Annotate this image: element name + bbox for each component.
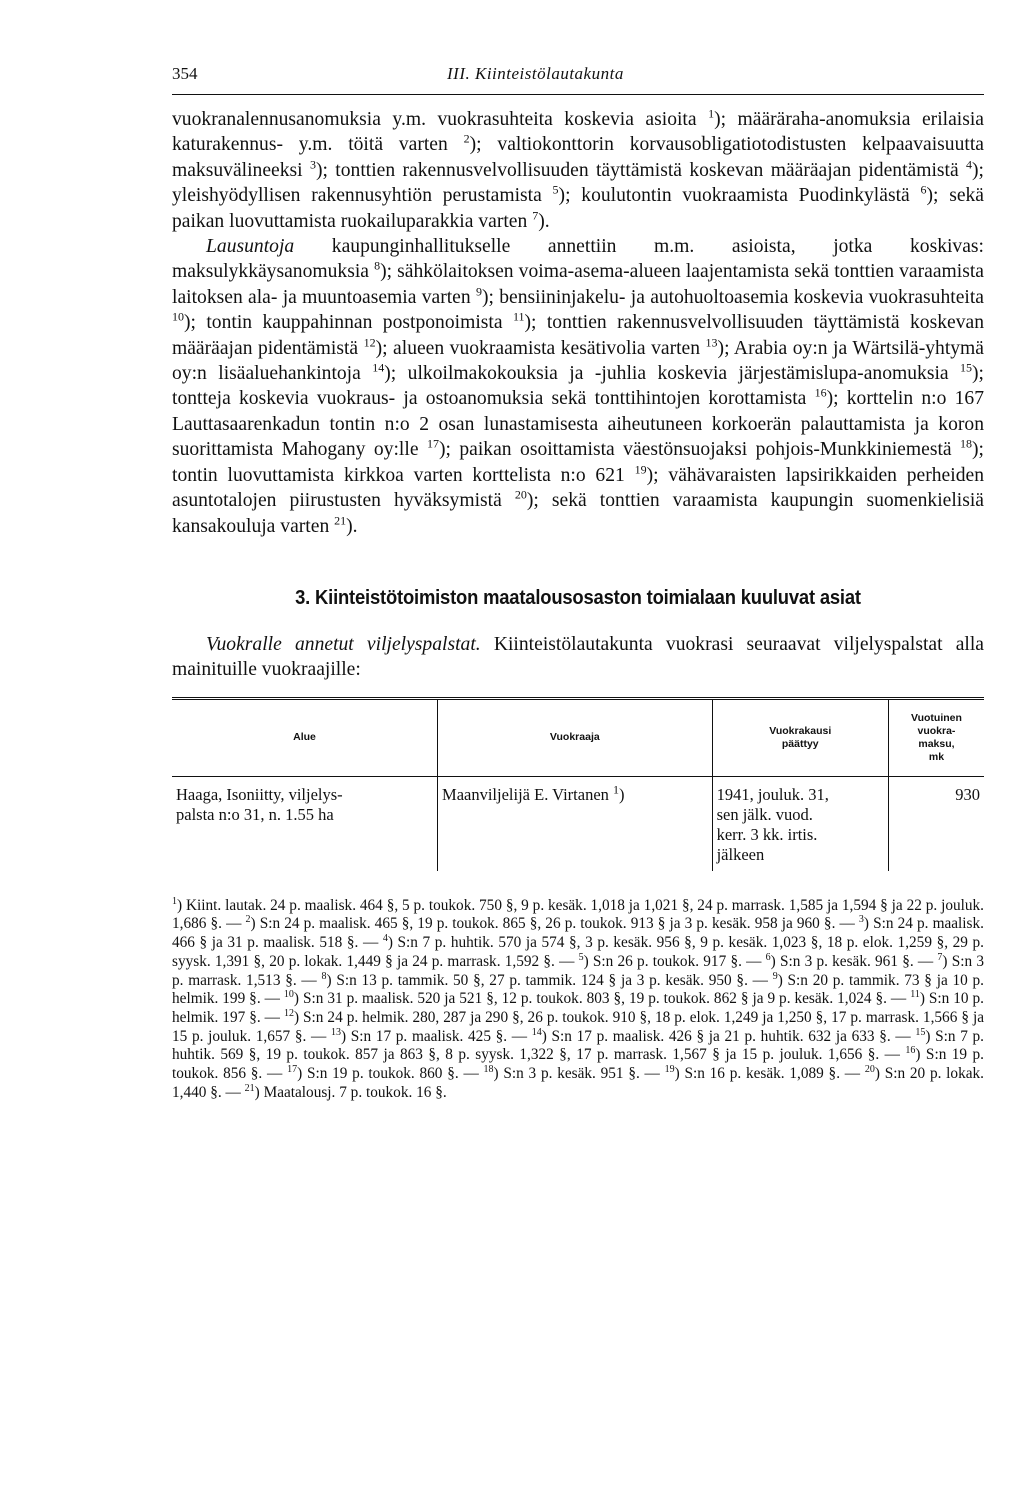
footnote-text: ) S:n 31 p. maalisk. 520 ja 521 §, 12 p. toukok. 803 §, 19 p. toukok. 862 § ja 9 p. kesäk. 1,024 §. — bbox=[293, 990, 911, 1008]
paragraph-statements-text: ); tontteja koskevia vuokraus- ja ostoanomuksia sekä tonttihintojen korottamista bbox=[172, 363, 984, 410]
footnote-text: ) S:n 20 p. lokak. 1,440 §. — bbox=[172, 1065, 984, 1101]
paragraph-plots bbox=[172, 632, 984, 683]
footnote-ref: 18 bbox=[960, 436, 973, 451]
footnote-text: ) Maatalousj. 7 p. toukok. 16 §. bbox=[254, 1083, 447, 1101]
paragraph-rentals-text: vuokranalennusanomuksia y.m. vuokrasuhteita koskevia asioita bbox=[172, 109, 709, 130]
paragraph-statements-text: ); ulkoilmakokouksia ja -juhlia koskevia järjestämislupa-anomuksia bbox=[384, 363, 961, 385]
footnote-number: 9 bbox=[772, 970, 778, 982]
paragraph-statements-text: ); alueen vuokraamista kesätivolia varten bbox=[375, 337, 706, 359]
footnote-text: ) S:n 24 p. maalisk. 465 §, 19 p. toukok. 865 §, 26 p. toukok. 913 § ja 3 p. kesäk. 958 ja 960 §. — bbox=[250, 915, 859, 933]
cell-text-line: jälkeen bbox=[716, 844, 765, 864]
footnote-ref: 15 bbox=[960, 360, 973, 375]
footnote-ref: 11 bbox=[512, 309, 525, 324]
header-label: Alue bbox=[293, 731, 316, 744]
footnote-number: 10 bbox=[283, 989, 294, 1001]
footnote-ref: 5 bbox=[552, 182, 559, 197]
footnote-ref: 10 bbox=[172, 309, 184, 324]
footnote-number: 16 bbox=[905, 1045, 916, 1057]
paragraph-statements-text: ); paikan osoittamista väestönsuojaksi pohjois-Munkkiniemestä bbox=[438, 439, 961, 461]
footnote-text: ) S:n 3 p. marrask. 1,513 §. — bbox=[172, 952, 984, 989]
cell-text-line: kerr. 3 kk. irtis. bbox=[716, 824, 818, 844]
footnote-text: ) S:n 13 p. tammik. 50 §, 27 p. tammik. 124 § ja 3 p. kesäk. 950 §. — bbox=[326, 971, 773, 989]
footnote-number: 7 bbox=[937, 951, 943, 963]
paragraph-statements-text: ); sähkölaitoksen voima-asema-alueen laajentamista sekä tonttien varaamista laitoksen ala- ja muuntoasemia varten bbox=[172, 261, 985, 308]
footnote-ref: 19 bbox=[634, 462, 647, 477]
cell-lessee: Maanviljelijä E. Virtanen $^1$) bbox=[438, 776, 713, 871]
lead-text bbox=[172, 632, 984, 683]
paragraph-rentals-text: ); valtiokonttorin korvausobligatiotodistusten kelpaavaisuutta maksuvälineeksi bbox=[172, 134, 984, 181]
cell-annual-rent: 930 bbox=[888, 776, 984, 871]
document-page bbox=[172, 60, 984, 1102]
footnote-text: ) S:n 16 p. kesäk. 1,089 §. — bbox=[674, 1065, 865, 1083]
footnote-number: 8 bbox=[321, 970, 327, 982]
footnote-ref: 8 bbox=[374, 258, 381, 273]
footnote-ref: 14 bbox=[372, 360, 385, 375]
footnote-number: 14 bbox=[531, 1026, 542, 1038]
header-label: mk bbox=[928, 750, 945, 763]
paragraph-plots-text: Kiinteistölautakunta vuokrasi seuraavat viljelyspalstat alla mainituille vuokraajille: bbox=[172, 633, 984, 681]
paragraph-statements-text: ). bbox=[346, 515, 358, 537]
footnote-number: 1 bbox=[172, 895, 177, 907]
footnote-number: 18 bbox=[483, 1063, 494, 1075]
cell-area bbox=[172, 776, 438, 871]
footnote-number: 2 bbox=[245, 914, 251, 926]
footnote-ref: 1 bbox=[708, 106, 715, 121]
column-header-term-ends bbox=[712, 698, 888, 776]
footnote-number: 12 bbox=[283, 1007, 294, 1019]
footnote-text: ) S:n 3 p. kesäk. 961 §. — bbox=[770, 952, 938, 970]
lessee-name: Maanviljelijä E. Virtanen bbox=[442, 784, 609, 804]
header-label: Vuokrakausi bbox=[769, 724, 832, 737]
footnote-ref: 16 bbox=[814, 385, 827, 400]
footnote-text: ) Kiint. lautak. 24 p. maalisk. 464 §, 5 p. toukok. 750 §, 9 p. kesäk. 1,018 ja 1,021 §, 24 p. marrask. 1,585 ja 1,594 § ja 22 p. jouluk. 1,686 §. — bbox=[172, 896, 984, 933]
footnote-text: ) S:n 17 p. maalisk. 425 §. — bbox=[340, 1027, 532, 1045]
footnote-ref: 2 bbox=[463, 131, 470, 146]
footnote-ref: 4 bbox=[966, 157, 973, 172]
footnote-text: ) S:n 19 p. toukok. 860 §. — bbox=[297, 1065, 484, 1083]
footnote-number: 20 bbox=[864, 1063, 875, 1075]
footnote-ref: 7 bbox=[532, 208, 539, 223]
paragraph-rentals-text: ); määräraha-anomuksia erilaisia katurakennus- y.m. töitä varten bbox=[172, 109, 984, 156]
paragraph-rentals-text: ); tonttien rakennusvelvollisuuden täyttämistä koskevan määräajan pidentämistä bbox=[315, 159, 967, 181]
paragraph-rentals-text: ); koulutontin vuokraamista Puodinkylästä bbox=[558, 185, 921, 207]
footnote-text: ) S:n 17 p. maalisk. 426 § ja 21 p. huhtik. 632 ja 633 §. — bbox=[541, 1027, 916, 1045]
cell-text-line: Haaga, Isoniitty, viljelys- bbox=[176, 784, 343, 804]
footnote-number: 5 bbox=[578, 951, 584, 963]
table-header-row bbox=[172, 698, 984, 776]
footnote-text: ) S:n 7 p. huhtik. 570 ja 574 §, 3 p. kesäk. 956 §, 9 p. kesäk. 1,023 §, 18 p. elok. 1,259 §, 29 p. syysk. 1,391 §, 20 p. lokak. 1,449 § ja 24 p. marrask. 1,592 §. — bbox=[172, 934, 984, 970]
footnote-ref: 3 bbox=[309, 157, 316, 172]
paragraph-statements-text: ); korttelin n:o 167 Lauttasaarenkadun tontin n:o 2 osan lunastamisesta aiheutuneen korkoerän palauttamista ja koron suorittamista Mahogany oy:lle bbox=[172, 388, 985, 461]
footnote-ref: 17 bbox=[426, 436, 439, 451]
footnote-number: 15 bbox=[915, 1026, 926, 1038]
lessee-footnote-ref: 1 bbox=[613, 782, 620, 797]
footnote-number: 4 bbox=[382, 933, 388, 945]
paragraph-statements-italic: Lausuntoja bbox=[206, 236, 295, 258]
footnote-text: ) S:n 20 p. tammik. 73 § ja 10 p. helmik. 199 §. — bbox=[172, 971, 984, 1008]
lease-table bbox=[172, 697, 984, 871]
paragraph-rentals bbox=[172, 107, 984, 234]
footnote-text: ) S:n 7 p. huhtik. 569 §, 19 p. toukok. 857 ja 863 §, 8 p. syysk. 1,322 §, 17 p. marrask. 1,567 § ja 15 p. jouluk. 1,656 §. — bbox=[172, 1027, 985, 1064]
cell-term-ends bbox=[712, 776, 888, 871]
page-header bbox=[172, 60, 984, 95]
column-header-annual-rent bbox=[888, 698, 984, 776]
header-label: Vuotuinen bbox=[910, 711, 962, 724]
paragraph-rentals-text: ). bbox=[538, 210, 550, 232]
footnote-number: 3 bbox=[858, 914, 864, 926]
footnote-number: 21 bbox=[244, 1082, 255, 1094]
footnote-text: ) S:n 10 p. helmik. 197 §. — bbox=[172, 990, 984, 1026]
column-header-area bbox=[172, 698, 438, 776]
cell-text-line: 1941, jouluk. 31, bbox=[716, 784, 829, 804]
running-title: III. Kiinteistölautakunta bbox=[447, 64, 624, 83]
paragraph-statements-text: kaupunginhallitukselle annettiin m.m. asioista, jotka koskivas: maksulykkäysanomuksia bbox=[172, 236, 984, 283]
footnote-ref: 20 bbox=[514, 487, 527, 502]
paragraph-statements bbox=[172, 234, 984, 539]
footnote-text: ) S:n 3 p. kesäk. 951 §. — bbox=[493, 1065, 665, 1083]
body-text bbox=[172, 107, 984, 539]
page-number: 354 bbox=[172, 64, 198, 83]
footnote-text: ) S:n 24 p. helmik. 280, 287 ja 290 §, 26 p. toukok. 910 §, 18 p. elok. 1,249 ja 1,250 §, 17 p. marrask. 1,566 § ja 15 p. jouluk. 1,657 §. — bbox=[172, 1008, 984, 1045]
header-label: Vuokraaja bbox=[549, 731, 600, 744]
table-row bbox=[172, 776, 984, 871]
paragraph-rentals-text: ); sekä paikan luovuttamista ruokailuparakkia varten bbox=[172, 185, 985, 232]
header-label: vuokra- bbox=[917, 724, 956, 737]
footnote-text: ) S:n 24 p. maalisk. 466 § ja 31 p. maalisk. 518 §. — bbox=[172, 915, 984, 952]
cell-text-line: palsta n:o 31, n. 1.55 ha bbox=[176, 804, 334, 824]
paragraph-statements-text: ); Arabia oy:n ja Wärtsilä-yhtymä oy:n lisäaluehankintoja bbox=[172, 337, 984, 385]
footnote-text: ) S:n 26 p. toukok. 917 §. — bbox=[583, 952, 766, 970]
header-label: maksu, bbox=[918, 737, 955, 750]
paragraph-plots-italic: Vuokralle annetut viljelyspalstat. bbox=[206, 633, 481, 655]
cell-text-line: sen jälk. vuod. bbox=[716, 804, 813, 824]
footnote-ref: 13 bbox=[705, 335, 718, 350]
footnote-ref: 12 bbox=[363, 335, 376, 350]
footnote-number: 11 bbox=[910, 989, 920, 1001]
paragraph-rentals-text: ); yleishyödyllisen rakennusyhtiön perustamista bbox=[172, 159, 984, 207]
footnote-text: ) S:n 19 p. toukok. 856 §. — bbox=[172, 1046, 984, 1083]
footnote-ref: 9 bbox=[475, 284, 482, 299]
section-heading: 3. Kiinteistötoimiston maatalousosaston toimialaan kuuluvat asiat bbox=[295, 586, 861, 609]
footnote-number: 17 bbox=[287, 1063, 298, 1075]
column-header-lessee bbox=[438, 698, 713, 776]
footnote-number: 13 bbox=[330, 1026, 341, 1038]
paragraph-statements-text: ); bensiininjakelu- ja autohuoltoasemia koskevia vuokrasuhteita bbox=[481, 286, 984, 308]
footnote-ref: 21 bbox=[334, 512, 347, 527]
footnote-number: 19 bbox=[664, 1063, 675, 1075]
paragraph-statements-text: ); tontin kauppahinnan postponoimista bbox=[184, 312, 513, 334]
footnote-number: 6 bbox=[765, 951, 771, 963]
paragraph-statements-text: ); tonttien rakennusvelvollisuuden täyttämistä koskevan määräajan pidentämistä bbox=[172, 312, 984, 359]
paragraph-statements-text: ); tontin luovuttamista kirkkoa varten korttelista n:o 621 bbox=[172, 439, 984, 486]
paragraph-statements-text: ); vähävaraisten lapsirikkaiden perheiden asuntotalojen piirustusten hyväksymistä bbox=[172, 464, 984, 512]
header-label: päättyy bbox=[781, 737, 819, 750]
footnote-ref: 6 bbox=[920, 182, 927, 197]
footnotes bbox=[172, 897, 984, 1103]
paragraph-statements-text: ); sekä tonttien varaamista kaupungin suomenkielisiä kansakouluja varten bbox=[172, 490, 984, 537]
